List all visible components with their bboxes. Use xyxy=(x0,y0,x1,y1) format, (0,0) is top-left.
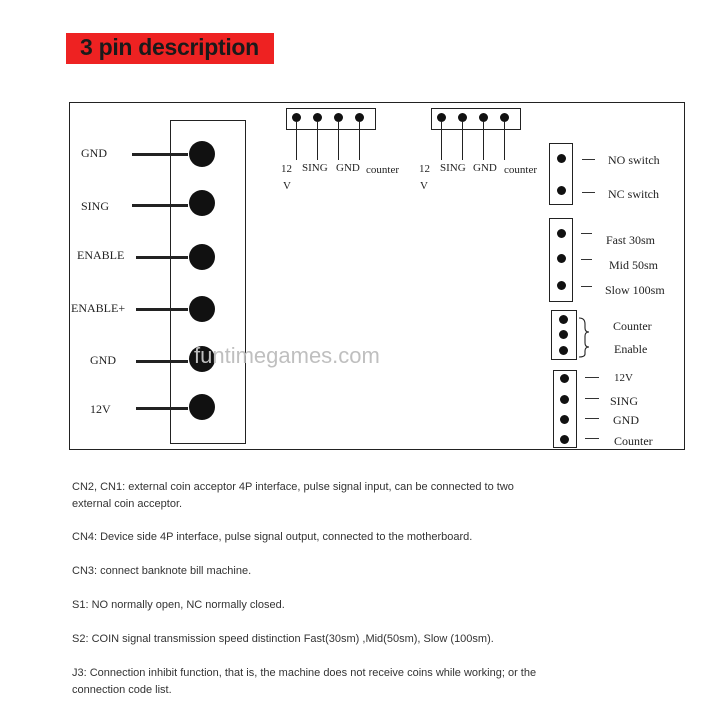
left-label-gnd-2: GND xyxy=(90,353,116,367)
output-label-sing: SING xyxy=(610,394,639,408)
pin-lead xyxy=(504,122,505,160)
switch-block xyxy=(549,143,573,205)
dash-line xyxy=(585,398,599,399)
dash-line xyxy=(585,377,599,378)
dash-line xyxy=(585,418,599,419)
header1-label-gnd: GND xyxy=(336,162,360,174)
pin-dot xyxy=(189,296,215,322)
pin-dot xyxy=(557,186,566,195)
pin-dot xyxy=(292,113,301,122)
pin-lead xyxy=(441,122,442,160)
pin-dot xyxy=(560,415,569,424)
pin-dot xyxy=(189,190,215,216)
pin-dot xyxy=(557,281,566,290)
pin-dot xyxy=(458,113,467,122)
output-label-gnd: GND xyxy=(613,413,639,427)
description-cn2-cn1: CN2, CN1: external coin acceptor 4P interface, pulse signal input, can be connected to two external coin acceptor. xyxy=(72,481,514,510)
pin-dot xyxy=(559,346,568,355)
description-cn3: CN3: connect banknote bill machine. xyxy=(72,565,252,577)
left-label-gnd: GND xyxy=(81,146,107,160)
pin-dot xyxy=(189,141,215,167)
dash-line xyxy=(581,286,592,287)
jumper-label-enable: Enable xyxy=(614,342,648,356)
dash-line xyxy=(582,192,595,193)
pin-dot xyxy=(500,113,509,122)
title-banner xyxy=(66,33,274,64)
pin-dot xyxy=(557,229,566,238)
header2-label-sing: SING xyxy=(440,162,466,174)
dash-line xyxy=(581,259,592,260)
bracket-icon xyxy=(578,315,592,359)
left-label-enable-plus: ENABLE+ xyxy=(71,301,126,315)
output-label-12v: 12V xyxy=(614,372,633,384)
pin-dot xyxy=(559,315,568,324)
header1-label-v: V xyxy=(283,180,291,192)
jumper-label-counter: Counter xyxy=(613,319,652,333)
header2-label-v: V xyxy=(420,180,428,192)
page-title: 3 pin description xyxy=(80,34,259,60)
description-cn4: CN4: Device side 4P interface, pulse signal output, connected to the motherboard. xyxy=(72,531,473,543)
left-label-sing: SING xyxy=(81,199,110,213)
header1-label-counter: counter xyxy=(366,164,399,176)
pin-dot xyxy=(334,113,343,122)
pin-dot xyxy=(559,330,568,339)
pin-dot xyxy=(557,154,566,163)
pin-dot xyxy=(479,113,488,122)
pin-dot xyxy=(313,113,322,122)
speed-label-fast: Fast 30sm xyxy=(606,233,656,247)
output-label-counter: Counter xyxy=(614,434,653,448)
pin-dot xyxy=(560,395,569,404)
watermark: funtimegames.com xyxy=(194,343,380,368)
pin-lead xyxy=(296,122,297,160)
pin-lead xyxy=(338,122,339,160)
speed-label-slow: Slow 100sm xyxy=(605,283,665,297)
pin-dot xyxy=(355,113,364,122)
dash-line xyxy=(582,159,595,160)
pin-dot xyxy=(557,254,566,263)
description-s1: S1: NO normally open, NC normally closed. xyxy=(72,599,285,611)
header2-label-gnd: GND xyxy=(473,162,497,174)
pin-lead xyxy=(317,122,318,160)
pin-lead xyxy=(462,122,463,160)
switch-label-no: NO switch xyxy=(608,153,660,167)
left-label-12v: 12V xyxy=(90,402,111,416)
speed-label-mid: Mid 50sm xyxy=(609,258,659,272)
description-s2: S2: COIN signal transmission speed distinction Fast(30sm) ,Mid(50sm), Slow (100sm). xyxy=(72,633,494,645)
pin-dot xyxy=(437,113,446,122)
dash-line xyxy=(585,438,599,439)
switch-label-nc: NC switch xyxy=(608,187,659,201)
pin-dot xyxy=(560,435,569,444)
dash-line xyxy=(581,233,592,234)
header1-label-sing: SING xyxy=(302,162,328,174)
pin-dot xyxy=(189,394,215,420)
pin-lead xyxy=(359,122,360,160)
pin-dot xyxy=(560,374,569,383)
description-j3: J3: Connection inhibit function, that is, the machine does not receive coins while working; or the connection code list. xyxy=(72,667,537,696)
header2-label-counter: counter xyxy=(504,164,537,176)
header1-label-12: 12 xyxy=(281,163,292,175)
pin-lead xyxy=(483,122,484,160)
pin-dot xyxy=(189,244,215,270)
header2-label-12: 12 xyxy=(419,163,430,175)
left-label-enable: ENABLE xyxy=(77,248,125,262)
